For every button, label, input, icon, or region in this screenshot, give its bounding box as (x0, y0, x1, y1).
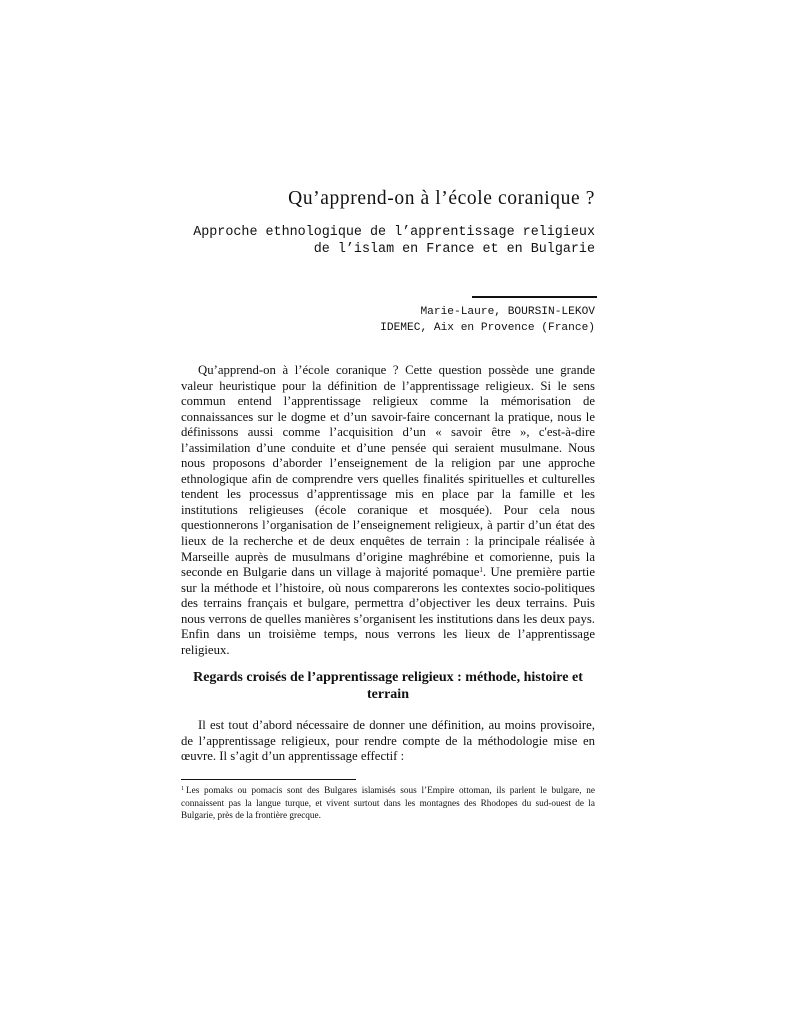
abstract-text-part-2: . Une première partie sur la méthode et l’histoire, où nous comparerons les contextes socio-politiques des terrains français et bulgare, permettra d’objectiver les deux terrains. Puis nous verrons de quelles manières s’organisent les institutions dans les deux pays. Enfin dans un troisième temps, nous verrons les lieux de l’apprentissage religieux. (181, 565, 595, 657)
subtitle: Approche ethnologique de l’apprentissage religieux de l’islam en France et en Bulgarie (193, 225, 595, 257)
footnote (181, 785, 595, 823)
author-affiliation: IDEMEC, Aix en Provence (France) (380, 322, 595, 334)
author-rule (472, 296, 597, 298)
abstract-paragraph (181, 363, 595, 658)
author-block (380, 304, 595, 336)
footnote-separator (181, 779, 356, 780)
footnote-text: Les pomaks ou pomacis sont des Bulgares islamisés sous l’Empire ottoman, ils parlent le bulgare, ne connaissent pas la langue turque, et vivent surtout dans les montagnes des Rhodopes du sud-ouest de la Bulgarie, près de la frontière grecque. (181, 786, 595, 821)
author-name: Marie-Laure, BOURSIN-LEKOV (420, 306, 595, 318)
page-title: Qu’apprend-on à l’école coranique ? (288, 188, 595, 209)
section-paragraph: Il est tout d’abord nécessaire de donner une définition, au moins provisoire, de l’apprentissage religieux, pour rendre compte de la méthodologie mise en œuvre. Il s’agit d’un apprentissage effectif : (181, 718, 595, 764)
footnote-reference[interactable]: 1 (479, 566, 483, 575)
section-heading: Regards croisés de l’apprentissage religieux : méthode, histoire et terrain (193, 670, 583, 702)
abstract-text-part-1: Qu’apprend-on à l’école coranique ? Cette question possède une grande valeur heuristique pour la définition de l’apprentissage religieux. Si le sens commun entend l’apprentissage religieux comme la mémorisation de connaissances sur le dogme et d’un savoir-faire concernant la pratique, nous le définissons aussi comme l’acquisition d’un « savoir être », c'est-à-dire l’assimilation d’une conduite et d’une pensée qui seraient musulmane. Nous nous proposons d’aborder l’enseignement de la religion par une approche ethnologique afin de comprendre vers quelles finalités spirituelles et culturelles tendent les processus d’apprentissage mis en place par la famille et les institutions religieuses (école coranique et mosquée). Pour cela nous questionnerons l’organisation de l’enseignement religieux, à partir d’un état des lieux de la recherche et de deux enquêtes de terrain : la principale réalisée à Marseille auprès de musulmans d’origine maghrébine et comorienne, puis la seconde en Bulgarie dans un village à majorité pomaque (181, 363, 595, 580)
footnote-marker: 1 (181, 786, 184, 792)
